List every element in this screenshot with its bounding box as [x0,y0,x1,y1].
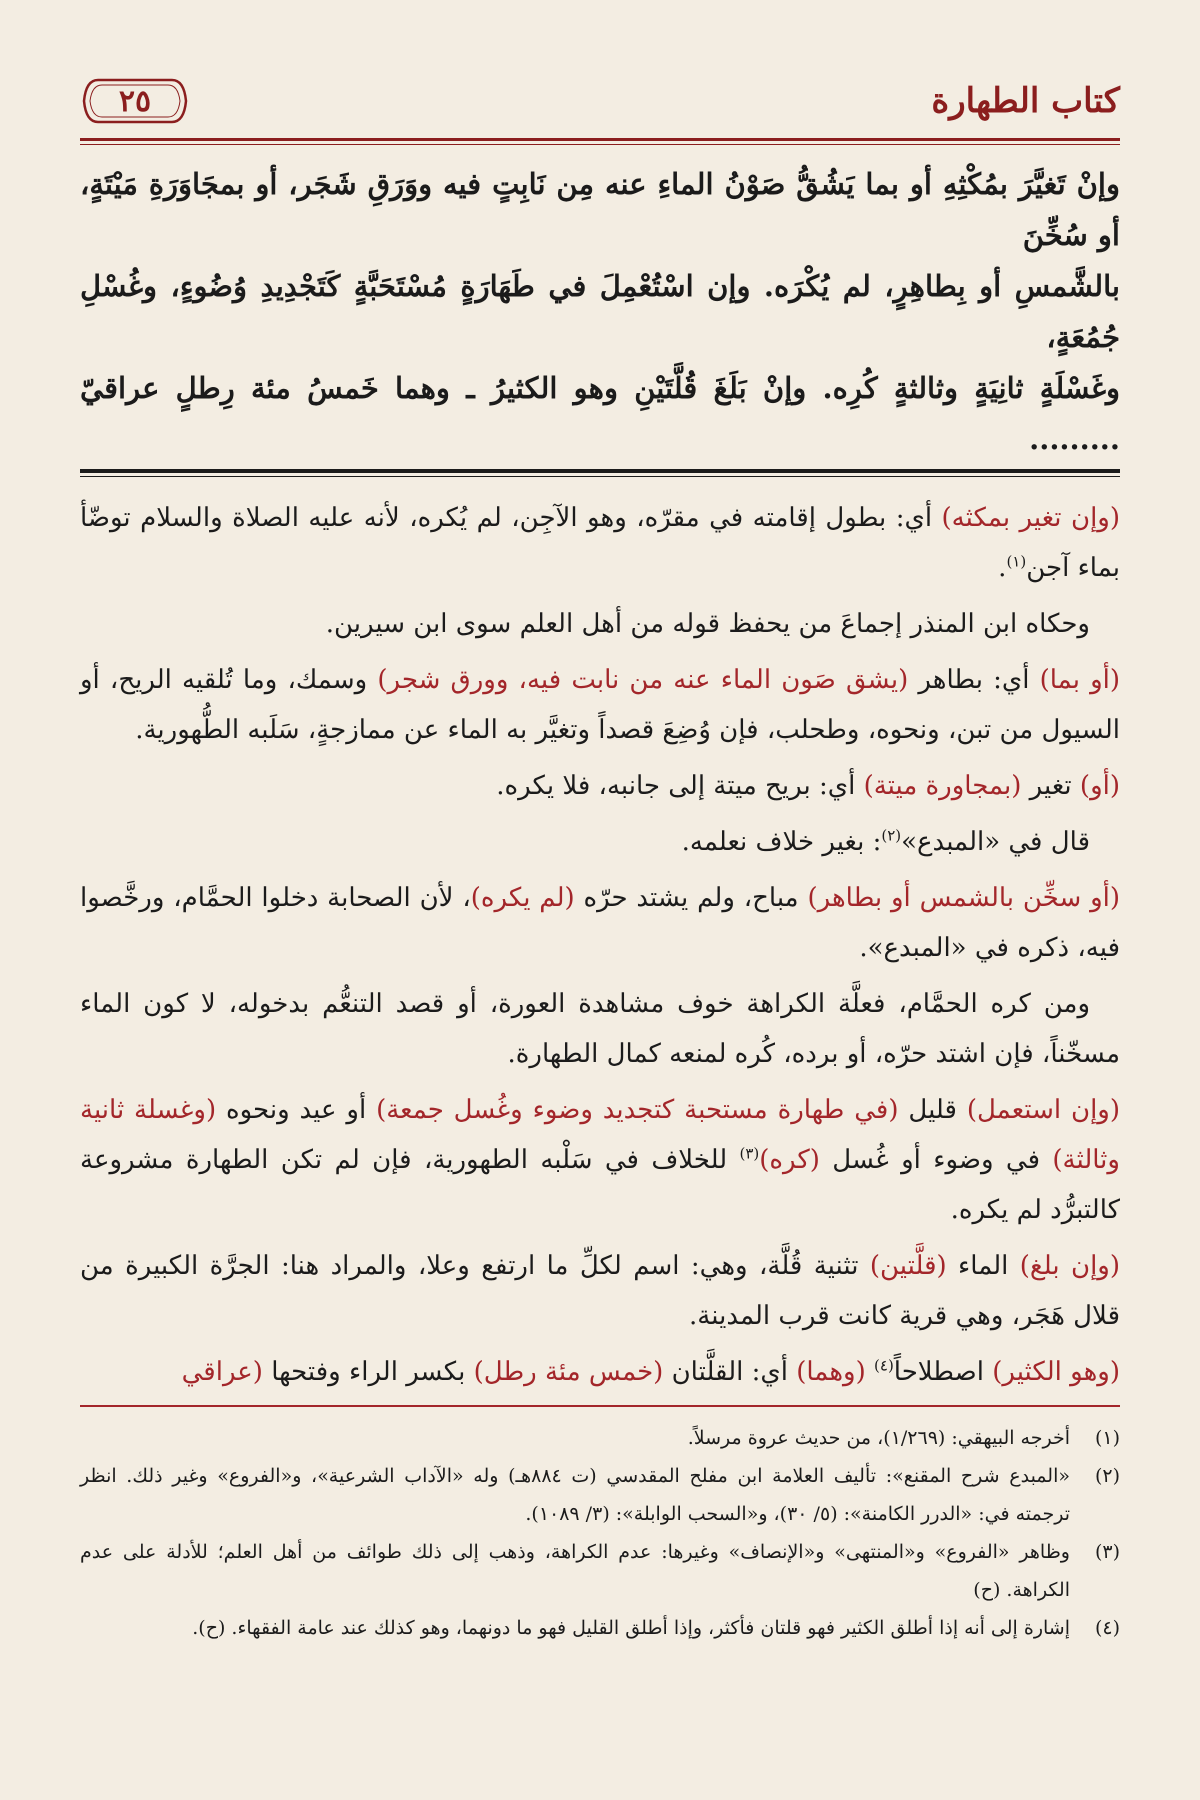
commentary [80,493,1120,1397]
quoted-matn: (وإن تغير بمكثه) [941,503,1120,533]
quoted-matn: (أو سخِّن بالشمس أو بطاهر) [807,883,1120,913]
quoted-matn: (أو بما) [1039,665,1121,695]
page-header [80,70,1120,132]
commentary-text: الماء [946,1251,1020,1281]
page-number-frame [80,76,190,126]
commentary-text: أي: القلَّتان [663,1357,797,1387]
page-number: ٢٥ [118,83,152,119]
commentary-text: قال في «المبدع» [901,827,1090,857]
quoted-matn: (بمجاورة ميتة) [863,771,1022,801]
commentary-text: أي: بطاهر [908,665,1040,695]
footnote-text: وظاهر «الفروع» و«المنتهى» و«الإنصاف» وغيرها: عدم الكراهة، وذهب إلى ذلك طوائف من أهل العلم؛ للأدلة على عدم الكراهة. (ح) [80,1541,1070,1601]
commentary-text: : بغير خلاف نعلمه. [681,827,882,857]
quoted-matn: (لم يكره) [470,883,575,913]
footnote-number: (٤) [1094,1617,1120,1639]
commentary-paragraph [80,1347,1120,1397]
quoted-matn: (في طهارة مستحبة كتجديد وضوء وغُسل جمعة) [376,1095,899,1125]
book-title: كتاب الطهارة [931,81,1120,121]
quoted-matn: (وغسلة ثانية وثالثة) [80,1095,1120,1175]
commentary-paragraph [80,979,1120,1079]
footnote-item [80,1609,1120,1647]
header-rule [80,138,1120,141]
commentary-paragraph [80,761,1120,811]
commentary-text: أي: بريح ميتة إلى جانبه، فلا يكره. [496,771,864,801]
quoted-matn: (وهما) [796,1357,866,1387]
commentary-paragraph [80,1241,1120,1341]
commentary-paragraph [80,599,1120,649]
footnote-ref[interactable]: (٢) [881,826,902,845]
commentary-text: قليل [898,1095,967,1125]
commentary-paragraph [80,817,1120,867]
footnote-number: (٣) [1094,1541,1120,1563]
footnote-divider [80,1405,1120,1407]
commentary-text: في وضوء أو غُسل [819,1145,1053,1175]
footnote-number: (١) [1094,1427,1120,1449]
quoted-matn: (يشق صَون الماء عنه من نابت فيه، وورق شجر) [377,665,909,695]
footnote-text: إشارة إلى أنه إذا أطلق الكثير فهو قلتان فأكثر، وإذا أطلق القليل فهو ما دونهما، وهو كذلك عند عامة الفقهاء. (ح). [192,1617,1070,1639]
quoted-matn: (قلَّتين) [869,1251,947,1281]
commentary-text: للخلاف في سَلْبه الطهورية، فإن لم تكن الطهارة مشروعة كالتبرُّد لم يكره. [80,1145,1120,1225]
footnotes [80,1419,1120,1647]
matn-line: وغَسْلَةٍ ثانِيَةٍ وثالثةٍ كُرِه. وإنْ بَلَغَ قُلَّتَيْنِ وهو الكثيرُ ـ وهما خَمسُ مئة رِطلٍ عراقيّ ......... [80,371,1120,456]
commentary-text: اصطلاحاً [893,1357,993,1387]
commentary-text: بكسر الراء وفتحها [262,1357,474,1387]
header-rule-thin [80,144,1120,145]
footnote-number: (٢) [1094,1465,1120,1487]
footnote-item [80,1533,1120,1609]
footnote-item [80,1419,1120,1457]
commentary-text [866,1357,874,1387]
quoted-matn: (وإن استعمل) [966,1095,1121,1125]
quoted-matn: (وإن بلغ) [1019,1251,1120,1281]
commentary-text: تثنية قُلَّة، وهي: اسم لكلِّ ما ارتفع وعلا، والمراد هنا: الجرَّة الكبيرة من قلال هَجَر، وهي قرية كانت قرب المدينة. [80,1251,1120,1331]
footnote-ref[interactable]: (٣) [739,1144,760,1163]
commentary-text: وحكاه ابن المنذر إجماعَ من يحفظ قوله من أهل العلم سوى ابن سيرين. [325,609,1090,639]
commentary-text: أي: بطول إقامته في مقرّه، وهو الآجِن، لم يُكره، لأنه عليه الصلاة والسلام توضّأ بماء آجن [80,503,1120,583]
quoted-matn: (أو) [1079,771,1120,801]
commentary-text: مباح، ولم يشتد حرّه [574,883,808,913]
commentary-text: وسمك، وما تُلقيه الريح، أو السيول من تبن، ونحوه، وطحلب، فإن وُضِعَ قصداً وتغيَّر به الماء عن ممازجةٍ، سَلَبه الطُّهورية. [80,665,1120,745]
footnote-ref[interactable]: (١) [1006,552,1027,571]
matn-text [80,159,1120,465]
footnote-ref[interactable]: (٤) [874,1356,894,1375]
matn-line: وإنْ تَغيَّرَ بمُكْثِهِ أو بما يَشُقُّ صَوْنُ الماءِ عنه مِن نَابِتٍ فيه ووَرَقِ شَجَر، أو بمجَاوَرَةِ مَيْتَةٍ، أو سُخِّنَ [80,167,1120,252]
quoted-matn: (خمس مئة رطل) [473,1357,664,1387]
commentary-paragraph [80,655,1120,755]
commentary-text: . [998,553,1007,583]
matn-divider [80,469,1120,473]
matn-line: بالشَّمسِ أو بِطاهِرٍ، لم يُكْرَه. وإن اسْتُعْمِلَ في طَهَارَةٍ مُسْتَحَبَّةٍ كَتَجْدِيدِ وُضُوءٍ، وغُسْلِ جُمُعَةٍ، [80,269,1120,354]
quoted-matn: (عراقي [181,1357,263,1387]
commentary-text: أو عيد ونحوه [216,1095,377,1125]
commentary-paragraph [80,1085,1120,1235]
commentary-text: ، لأن الصحابة دخلوا الحمَّام، ورخَّصوا فيه، ذكره في «المبدع». [80,883,1120,963]
footnote-text: أخرجه البيهقي: (١/٢٦٩)، من حديث عروة مرسلاً. [687,1427,1070,1449]
footnote-item [80,1457,1120,1533]
commentary-paragraph [80,493,1120,593]
footnote-text: «المبدع شرح المقنع»: تأليف العلامة ابن مفلح المقدسي (ت ٨٨٤هـ) وله «الآداب الشرعية»، و«الفروع» وغير ذلك. انظر ترجمته في: «الدرر الكامنة»: (٥/ ٣٠)، و«السحب الوابلة»: (٣/ ١٠٨٩). [80,1465,1070,1525]
commentary-text: ومن كره الحمَّام، فعلَّة الكراهة خوف مشاهدة العورة، أو قصد التنعُّم بدخوله، لا كون الماء مسخّناً، فإن اشتد حرّه، أو برده، كُره لمنعه كمال الطهارة. [80,989,1120,1069]
quoted-matn: (وهو الكثير) [992,1357,1120,1387]
matn-divider-thin [80,476,1120,477]
quoted-matn: (كره) [759,1145,820,1175]
commentary-text: تغير [1021,771,1080,801]
commentary-paragraph [80,873,1120,973]
